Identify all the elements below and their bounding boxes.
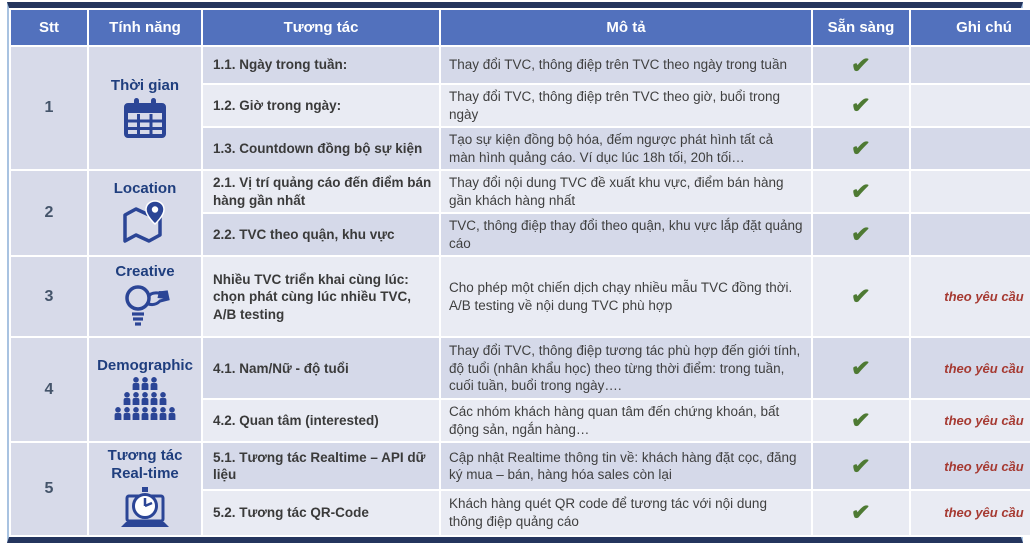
table-body bbox=[10, 46, 1030, 536]
interaction-cell: 1.3. Countdown đồng bộ sự kiện bbox=[202, 127, 440, 170]
ready-cell bbox=[812, 213, 910, 256]
description-cell: Thay đổi nội dung TVC đề xuất khu vực, điểm bán hàng gần khách hàng nhất bbox=[440, 170, 812, 213]
note-cell: theo yêu cầu bbox=[910, 490, 1030, 536]
interaction-cell: 2.2. TVC theo quận, khu vực bbox=[202, 213, 440, 256]
check-icon: ✔ bbox=[850, 134, 872, 162]
check-icon: ✔ bbox=[850, 498, 872, 526]
column-header-3: Mô tả bbox=[440, 9, 812, 46]
stt-cell: 3 bbox=[10, 256, 88, 337]
description-cell: Các nhóm khách hàng quan tâm đến chứng khoán, bất động sản, ngắn hàng… bbox=[440, 399, 812, 442]
feature-label: Demographic bbox=[97, 356, 193, 374]
note-cell bbox=[910, 84, 1030, 127]
ready-cell bbox=[812, 442, 910, 489]
check-icon: ✔ bbox=[850, 354, 872, 382]
note-cell bbox=[910, 170, 1030, 213]
feature-cell bbox=[88, 442, 202, 536]
description-cell: Tạo sự kiện đồng bộ hóa, đếm ngược phát hình tất cả màn hình quảng cáo. Ví dục lúc 18h tối, 20h tối… bbox=[440, 127, 812, 170]
stt-cell: 4 bbox=[10, 337, 88, 442]
calendar-icon bbox=[91, 97, 199, 139]
note-cell: theo yêu cầu bbox=[910, 399, 1030, 442]
feature-label: Thời gian bbox=[110, 76, 180, 94]
interaction-cell: 4.2. Quan tâm (interested) bbox=[202, 399, 440, 442]
stt-cell: 1 bbox=[10, 46, 88, 170]
column-header-1: Tính năng bbox=[88, 9, 202, 46]
column-header-2: Tương tác bbox=[202, 9, 440, 46]
table-row bbox=[10, 256, 1030, 337]
interaction-cell: 4.1. Nam/Nữ - độ tuổi bbox=[202, 337, 440, 399]
ready-cell bbox=[812, 127, 910, 170]
note-cell: theo yêu cầu bbox=[910, 256, 1030, 337]
stt-cell: 2 bbox=[10, 170, 88, 256]
header-row bbox=[10, 9, 1030, 46]
interaction-cell: Nhiều TVC triển khai cùng lúc: chọn phát cùng lúc nhiều TVC, A/B testing bbox=[202, 256, 440, 337]
note-cell bbox=[910, 127, 1030, 170]
column-header-5: Ghi chú bbox=[910, 9, 1030, 46]
feature-cell bbox=[88, 170, 202, 256]
column-header-0: Stt bbox=[10, 9, 88, 46]
interaction-cell: 1.2. Giờ trong ngày: bbox=[202, 84, 440, 127]
description-cell: Cập nhật Realtime thông tin về: khách hàng đặt cọc, đăng ký mua – bán, hàng hóa sales còn lại bbox=[440, 442, 812, 489]
check-icon: ✔ bbox=[850, 451, 872, 480]
table-row bbox=[10, 442, 1030, 489]
ready-cell bbox=[812, 490, 910, 536]
table-row bbox=[10, 170, 1030, 213]
lightbulb-pencil-icon bbox=[91, 283, 199, 331]
feature-table bbox=[9, 8, 1030, 537]
description-cell: Khách hàng quét QR code để tương tác với nội dung thông điệp quảng cáo bbox=[440, 490, 812, 536]
check-icon: ✔ bbox=[850, 220, 872, 248]
note-cell: theo yêu cầu bbox=[910, 337, 1030, 399]
ready-cell bbox=[812, 170, 910, 213]
check-icon: ✔ bbox=[850, 406, 872, 435]
feature-label: Tương tác Real-time bbox=[107, 447, 183, 482]
check-icon: ✔ bbox=[850, 177, 872, 205]
map-pin-icon bbox=[91, 200, 199, 246]
description-cell: Thay đổi TVC, thông điệp trên TVC theo giờ, buổi trong ngày bbox=[440, 84, 812, 127]
feature-cell bbox=[88, 46, 202, 170]
ready-cell bbox=[812, 337, 910, 399]
table-row bbox=[10, 337, 1030, 399]
note-cell bbox=[910, 46, 1030, 84]
interaction-cell: 5.1. Tương tác Realtime – API dữ liệu bbox=[202, 442, 440, 489]
ready-cell bbox=[812, 399, 910, 442]
interaction-cell: 2.1. Vị trí quảng cáo đến điểm bán hàng gần nhất bbox=[202, 170, 440, 213]
description-cell: Cho phép một chiến dịch chạy nhiều mẫu TVC đồng thời. A/B testing về nội dung TVC phù hợp bbox=[440, 256, 812, 337]
people-pyramid-icon bbox=[91, 377, 199, 423]
feature-cell bbox=[88, 256, 202, 337]
check-icon: ✔ bbox=[850, 282, 872, 311]
note-cell bbox=[910, 213, 1030, 256]
check-icon: ✔ bbox=[850, 91, 872, 119]
table-row bbox=[10, 46, 1030, 84]
feature-cell bbox=[88, 337, 202, 442]
feature-label: Location bbox=[113, 180, 177, 198]
description-cell: Thay đổi TVC, thông điệp trên TVC theo ngày trong tuần bbox=[440, 46, 812, 84]
check-icon: ✔ bbox=[850, 50, 872, 79]
note-cell: theo yêu cầu bbox=[910, 442, 1030, 489]
description-cell: TVC, thông điệp thay đổi theo quận, khu vực lắp đặt quảng cáo bbox=[440, 213, 812, 256]
feature-label: Creative bbox=[115, 262, 175, 280]
feature-table-frame bbox=[7, 2, 1023, 543]
column-header-4: Sẵn sàng bbox=[812, 9, 910, 46]
stt-cell: 5 bbox=[10, 442, 88, 536]
ready-cell bbox=[812, 256, 910, 337]
interaction-cell: 1.1. Ngày trong tuần: bbox=[202, 46, 440, 84]
laptop-stopwatch-icon bbox=[91, 485, 199, 531]
interaction-cell: 5.2. Tương tác QR-Code bbox=[202, 490, 440, 536]
ready-cell bbox=[812, 46, 910, 84]
ready-cell bbox=[812, 84, 910, 127]
description-cell: Thay đổi TVC, thông điệp tương tác phù hợp đến giới tính, độ tuổi (nhân khẩu học) theo từng thời điểm: trong tuần, cuối tuần, buổi trong ngày…. bbox=[440, 337, 812, 399]
